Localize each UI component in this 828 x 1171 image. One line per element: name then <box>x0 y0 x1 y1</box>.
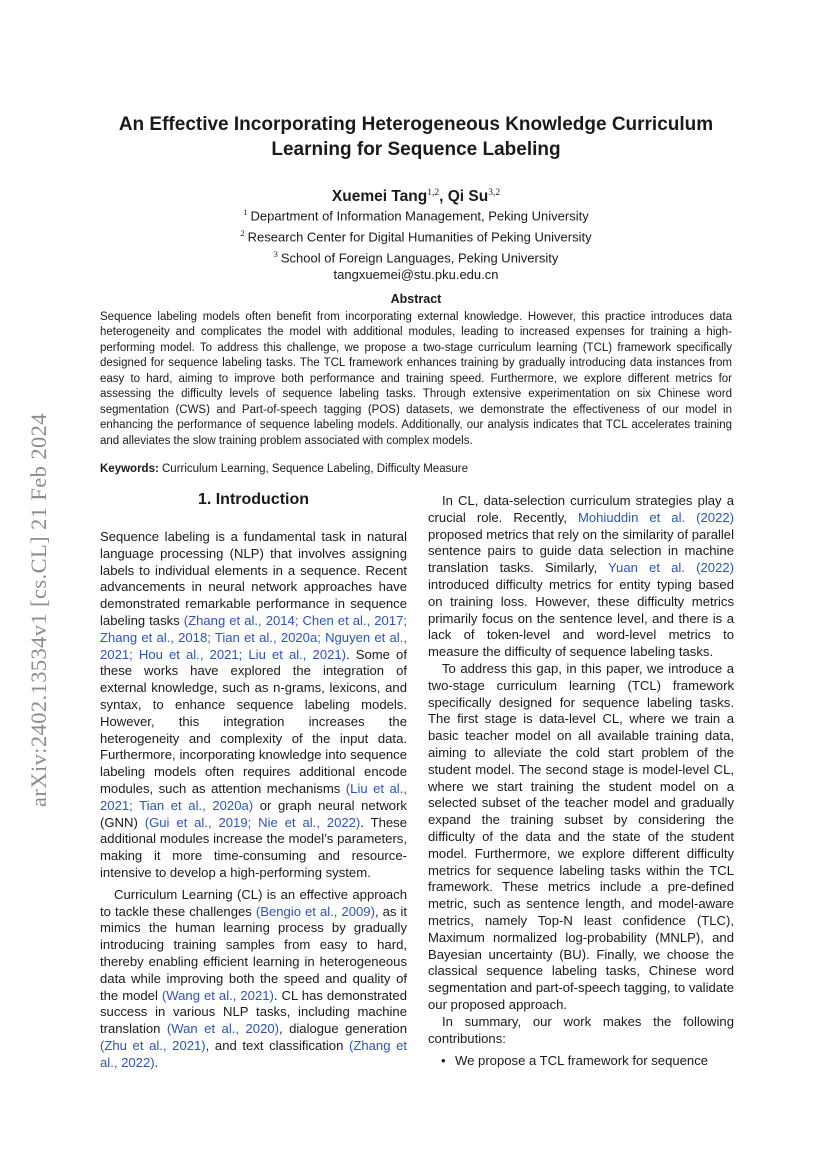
text-run: introduced difficulty metrics for entity typing based on training loss. However, these difficulty metrics primarily focus on the sentence level, and there is a lack of token-level and word-level metrics to measure the difficulty of sequence labeling tasks. <box>428 576 734 660</box>
text-run: . CL has demonstrated success in various NLP tasks, including machine translation <box>100 987 407 1037</box>
paper-title: An Effective Incorporating Heterogeneous Knowledge Curriculum Learning for Sequence Labeling <box>118 114 714 160</box>
citation-link[interactable]: Yuan et al. (2022) <box>608 560 735 576</box>
text-run: , dialogue generation <box>279 1021 407 1037</box>
affiliation-marker: 1 <box>243 207 248 217</box>
keywords-line <box>100 462 732 477</box>
affiliation-line <box>90 225 742 246</box>
keywords-text: Curriculum Learning, Sequence Labeling, Difficulty Measure <box>158 463 468 475</box>
affiliations <box>90 204 742 284</box>
text-run: . Some of these works have explored the integration of external knowledge, such as n-grams, lexicons, and syntax, to enhance sequence labeling models. However, this integration increases the heterogeneity and complexity of the input data. Furthermore, incorporating knowledge into sequence labeling models often requires additional encode modules, such as attention mechanisms <box>100 646 407 796</box>
text-run: Sequence labeling is a fundamental task in natural language processing (NLP) that involves assigning labels to individual elements in a sequence. Recent advancements in neural network approaches have demonstrated remarkable performance in sequence labeling tasks <box>100 529 407 628</box>
citation-link[interactable]: (Liu et al., 2021; Tian et al., 2020a) <box>100 780 407 813</box>
text-run: . <box>154 1054 159 1070</box>
author-affil-marker: 3,2 <box>488 188 501 198</box>
paragraph: To address this gap, in this paper, we introduce a two-stage curriculum learning (TCL) framework specifically designed for sequence labeling tasks. The first stage is data-level CL, where we train a basic teacher model on all available training data, aiming to alleviate the cold start problem of the student model. The second stage is model-level CL, where we start training the student model on a selected subset of the teacher model and gradually expand the training subset by considering the difficulty of the data and the state of the student model. Furthermore, we explore different difficulty metrics for sequence labeling tasks within the TCL framework. These metrics include a pre-defined metric, such as sentence length, and model-aware metrics, namely Top-N least confidence (TLC), Maximum normalized log-probability (MNLP), and Bayesian uncertainty (BU). Finally, we choose the classical sequence labeling tasks, Chinese word segmentation and part-of-speech tagging, to validate our proposed approach. <box>428 660 734 1012</box>
text-run: , and text classification <box>205 1037 349 1053</box>
author-affil-marker: 1,2 <box>427 188 440 198</box>
text-run: , as it mimics the human learning process by gradually introducing training samples from easy to hard, thereby enabling efficient learning in heterogeneous data while improving both the speed and quality of the model <box>100 903 407 1003</box>
affiliation-marker: 3 <box>273 249 278 260</box>
text-run: In CL, data-selection curriculum strategies play a crucial role. Recently, <box>428 493 734 525</box>
affiliation-line <box>90 204 742 225</box>
text-run: Curriculum Learning (CL) is an effective approach to tackle these challenges <box>100 886 407 919</box>
abstract-body: Sequence labeling models often benefit from incorporating external knowledge. However, this practice introduces data heterogeneity and complicates the model with additional modules, leading to increased expenses for training a high-performing model. To address this challenge, we propose a two-stage curriculum learning (TCL) framework specifically designed for sequence labeling tasks. The TCL framework enhances training by gradually introducing data instances from easy to hard, aiming to improve both performance and training speed. Furthermore, we explore different metrics for assessing the difficulty levels of sequence labeling tasks. Through extensive experimentation on six Chinese word segmentation (CWS) and Part-of-speech tagging (POS) datasets, we demonstrate the effectiveness of our model in enhancing the performance of sequence labeling models. Additionally, our analysis indicates that TCL accelerates training and alleviates the slow training problem associated with complex models. <box>100 311 732 447</box>
keywords-label: Keywords: <box>100 463 159 475</box>
citation-link[interactable]: (Wang et al., 2021) <box>161 987 274 1003</box>
left-column <box>100 529 407 1072</box>
author-email: tangxuemei@stu.pku.edu.cn <box>333 267 499 283</box>
text-run: proposed metrics that rely on the similarity of parallel sentence pairs to guide data selection in machine translation tasks. Similarly, <box>428 526 734 576</box>
arxiv-sidebar <box>20 370 58 850</box>
paragraph <box>100 529 407 882</box>
affiliation-text: School of Foreign Languages, Peking University <box>280 250 559 266</box>
citation-link[interactable]: (Wan et al., 2020) <box>166 1021 279 1037</box>
paragraph: In summary, our work makes the following contributions: <box>428 1013 734 1046</box>
text-run: or graph neural network (GNN) <box>100 797 407 830</box>
right-column <box>428 493 734 1070</box>
arxiv-identifier: arXiv:2402.13534v1 [cs.CL] 21 Feb 2024 <box>26 413 51 807</box>
paragraph <box>428 493 734 661</box>
author-separator: , <box>439 188 448 206</box>
affiliation-marker: 2 <box>240 228 245 239</box>
abstract-heading: Abstract <box>390 292 442 306</box>
citation-link[interactable]: (Zhang et al., 2022) <box>100 1037 408 1070</box>
affiliation-text: Department of Information Management, Peking University <box>250 208 589 224</box>
affiliation-line <box>90 246 742 267</box>
contribution-bullet: • We propose a TCL framework for sequence <box>428 1053 734 1070</box>
citation-link[interactable]: (Bengio et al., 2009) <box>255 903 375 919</box>
citation-link[interactable]: (Gui et al., 2019; Nie et al., 2022) <box>144 814 361 830</box>
citation-link[interactable]: (Zhu et al., 2021) <box>100 1037 206 1053</box>
affiliation-text: Research Center for Digital Humanities of Peking University <box>247 229 592 245</box>
author-name: Xuemei Tang <box>331 188 428 206</box>
text-run: . These additional modules increase the model’s parameters, making it more time-consuming and resource-intensive to develop a high-performing system. <box>100 814 407 880</box>
citation-link[interactable]: Mohiuddin et al. (2022) <box>577 509 734 525</box>
citation-link[interactable]: (Zhang et al., 2014; Chen et al., 2017; Zhang et al., 2018; Tian et al., 2020a; Nguyen et al., 2021; Hou et al., 2021; Liu et al., 2021) <box>100 612 407 662</box>
paragraph <box>100 887 407 1072</box>
author-name: Qi Su <box>447 188 489 206</box>
section-heading: 1. Introduction <box>197 491 310 508</box>
